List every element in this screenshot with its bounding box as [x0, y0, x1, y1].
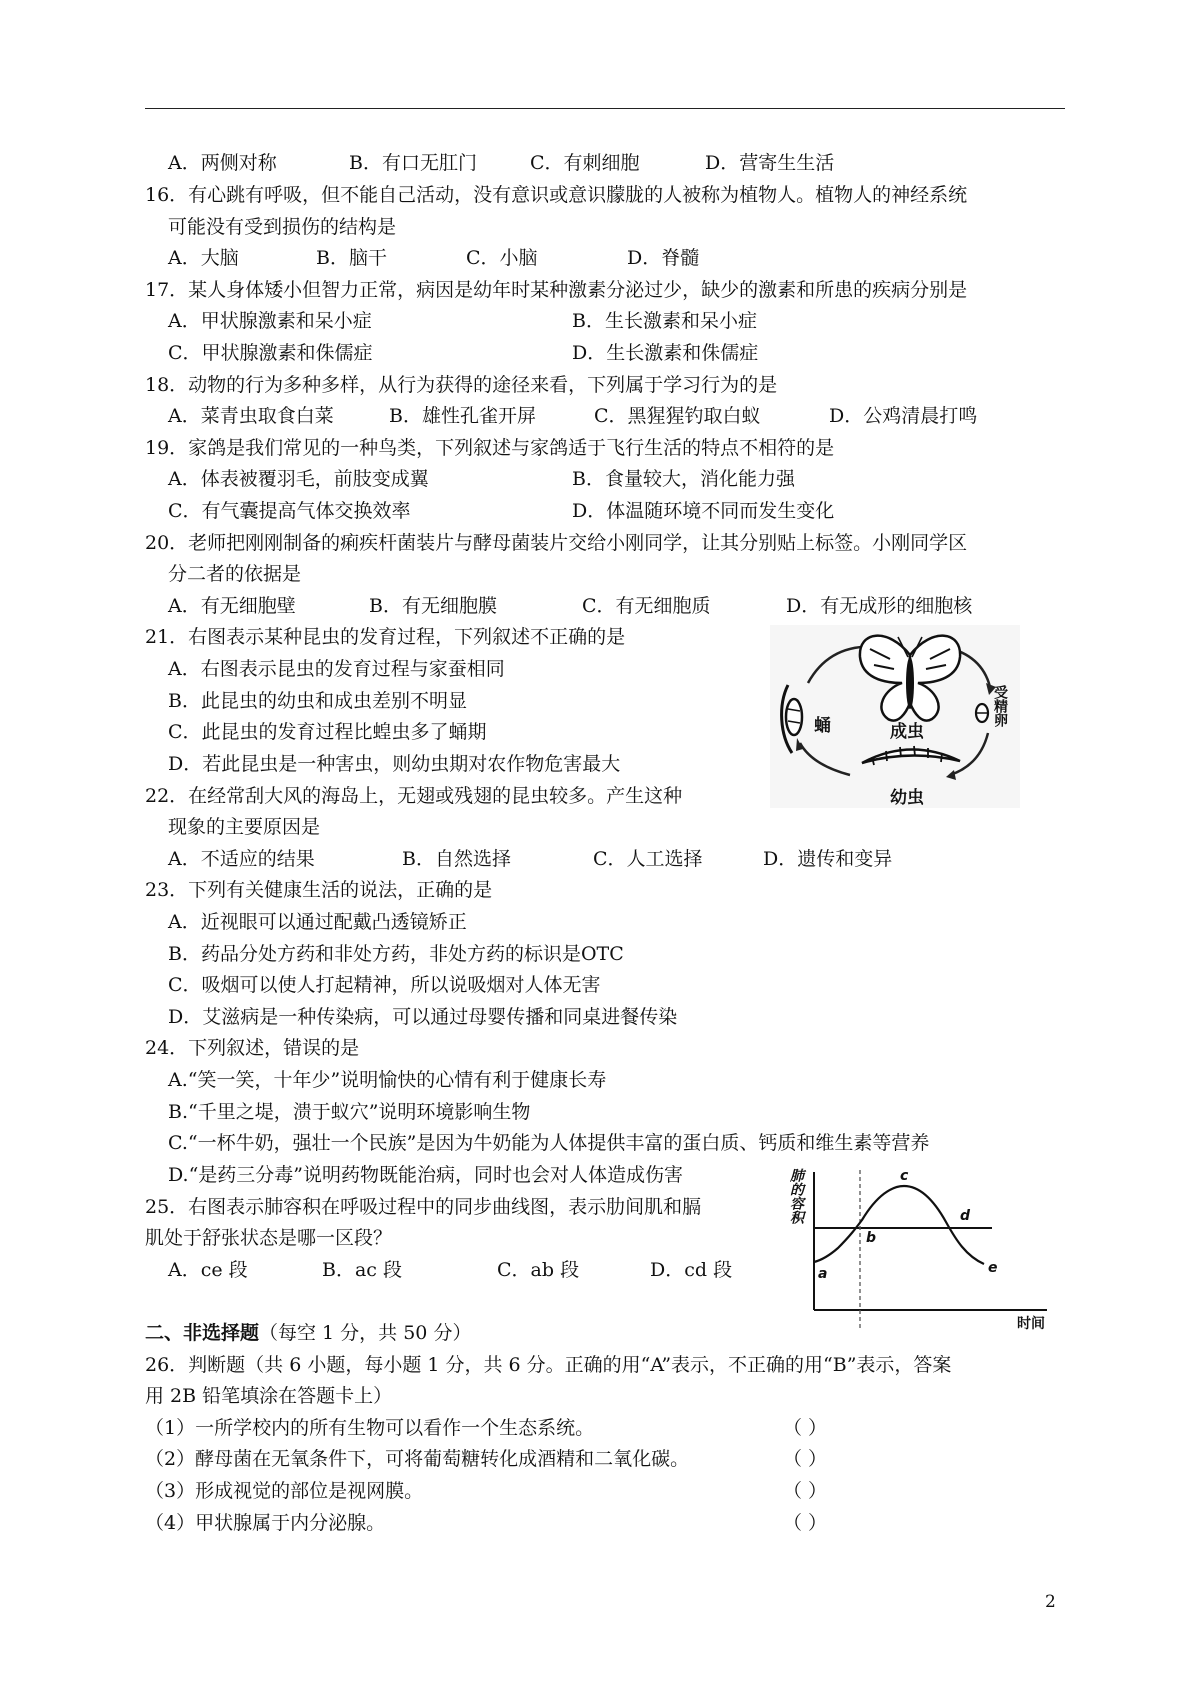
q18-option-c: C．黑猩猩钓取白蚁	[594, 405, 761, 427]
q26-item-4-answer[interactable]: （ ）	[783, 1512, 828, 1534]
q26-item-1: （1）一所学校内的所有生物可以看作一个生态系统。	[145, 1417, 595, 1439]
q15-option-c: C．有刺细胞	[530, 152, 640, 174]
section2-title: 二、非选择题	[145, 1322, 260, 1344]
lung-volume-curve	[814, 1186, 984, 1264]
q15-option-d: D．营寄生生活	[705, 152, 835, 174]
egg-icon	[976, 704, 988, 722]
q18-stem: 18．动物的行为多种多样，从行为获得的途径来看，下列属于学习行为的是	[145, 374, 778, 396]
q23-option-b: B．药品分处方药和非处方药，非处方药的标识是OTC	[168, 943, 624, 965]
adult-label: 成虫	[890, 722, 924, 742]
q21-option-c: C．此昆虫的发育过程比蝗虫多了蛹期	[168, 721, 487, 743]
q19-option-a: A．体表被覆羽毛，前肢变成翼	[168, 468, 429, 490]
q26-item-2-answer[interactable]: （ ）	[783, 1448, 828, 1470]
q20-option-d: D．有无成形的细胞核	[786, 595, 973, 617]
q18-option-d: D．公鸡清晨打鸣	[829, 405, 978, 427]
pupa-label: 蛹	[814, 716, 831, 736]
q26-stem-line1: 26．判断题（共 6 小题，每小题 1 分，共 6 分。正确的用“A”表示，不正确的用“B”表示，答案	[145, 1354, 952, 1376]
lung-volume-figure	[782, 1160, 1064, 1330]
q16-option-a: A．大脑	[168, 247, 239, 269]
q20-stem-line2: 分二者的依据是	[168, 563, 302, 585]
q26-stem-line2: 用 2B 铅笔填涂在答题卡上）	[145, 1385, 393, 1407]
q20-option-c: C．有无细胞质	[582, 595, 711, 617]
y-axis-label: 肺的容积	[788, 1168, 804, 1224]
q17-stem: 17．某人身体矮小但智力正常，病因是幼年时某种激素分泌过少，缺少的激素和所患的疾病分别是	[145, 279, 968, 301]
q22-option-d: D．遗传和变异	[763, 848, 893, 870]
q21-stem: 21．右图表示某种昆虫的发育过程，下列叙述不正确的是	[145, 626, 626, 648]
q17-option-d: D．生长激素和侏儒症	[572, 342, 759, 364]
q19-option-c: C．有气囊提高气体交换效率	[168, 500, 411, 522]
q20-stem-line1: 20．老师把刚刚制备的痢疾杆菌装片与酵母菌装片交给小刚同学，让其分别贴上标签。小刚同学区	[145, 532, 968, 554]
q24-option-c: C.“一杯牛奶，强壮一个民族”是因为牛奶能为人体提供丰富的蛋白质、钙质和维生素等营养	[168, 1132, 930, 1154]
q24-option-d: D.“是药三分毒”说明药物既能治病，同时也会对人体造成伤害	[168, 1164, 684, 1186]
q25-option-b: B．ac 段	[322, 1259, 402, 1281]
header-rule	[145, 108, 1065, 109]
point-d-label: d	[960, 1208, 971, 1224]
insect-life-cycle-figure	[770, 625, 1020, 808]
q15-option-b: B．有口无肛门	[349, 152, 477, 174]
point-b-label: b	[866, 1230, 877, 1246]
q24-option-a: A.“笑一笑，十年少”说明愉快的心情有利于健康长寿	[168, 1069, 607, 1091]
point-a-label: a	[818, 1266, 828, 1282]
egg-label: 受精卵	[992, 685, 1008, 727]
q24-stem: 24．下列叙述，错误的是	[145, 1037, 360, 1059]
q25-stem-line1: 25．右图表示肺容积在呼吸过程中的同步曲线图，表示肋间肌和膈	[145, 1196, 702, 1218]
q16-stem-line2: 可能没有受到损伤的结构是	[168, 216, 397, 238]
q16-option-b: B．脑干	[316, 247, 387, 269]
q20-option-b: B．有无细胞膜	[369, 595, 497, 617]
q17-option-c: C．甲状腺激素和侏儒症	[168, 342, 373, 364]
q22-stem-line2: 现象的主要原因是	[168, 816, 321, 838]
q22-stem-line1: 22．在经常刮大风的海岛上，无翅或残翅的昆虫较多。产生这种	[145, 785, 683, 807]
q19-option-b: B．食量较大，消化能力强	[572, 468, 795, 490]
q26-item-4: （4）甲状腺属于内分泌腺。	[145, 1512, 386, 1534]
q18-option-b: B．雄性孔雀开屏	[389, 405, 536, 427]
q21-option-a: A．右图表示昆虫的发育过程与家蚕相同	[168, 658, 505, 680]
q23-option-a: A．近视眼可以通过配戴凸透镜矫正	[168, 911, 467, 933]
q23-option-c: C．吸烟可以使人打起精神，所以说吸烟对人体无害	[168, 974, 601, 996]
q22-option-a: A．不适应的结果	[168, 848, 315, 870]
q16-option-d: D．脊髓	[627, 247, 700, 269]
q25-stem-line2: 肌处于舒张状态是哪一区段？	[145, 1227, 393, 1249]
q26-item-3: （3）形成视觉的部位是视网膜。	[145, 1480, 424, 1502]
q24-option-b: B.“千里之堤，溃于蚁穴”说明环境影响生物	[168, 1101, 531, 1123]
q26-item-2: （2）酵母菌在无氧条件下，可将葡萄糖转化成酒精和二氧化碳。	[145, 1448, 690, 1470]
section2-note: （每空 1 分，共 50 分）	[259, 1322, 472, 1344]
point-c-label: c	[900, 1168, 909, 1184]
x-axis-label: 时间	[1017, 1316, 1045, 1330]
page-number: 2	[1045, 1592, 1056, 1612]
q22-option-b: B．自然选择	[402, 848, 511, 870]
q25-option-a: A．ce 段	[168, 1259, 248, 1281]
q20-option-a: A．有无细胞壁	[168, 595, 296, 617]
q23-stem: 23．下列有关健康生活的说法，正确的是	[145, 879, 493, 901]
q16-stem-line1: 16．有心跳有呼吸，但不能自己活动，没有意识或意识朦胧的人被称为植物人。植物人的神经系统	[145, 184, 968, 206]
q19-option-d: D．体温随环境不同而发生变化	[572, 500, 835, 522]
q22-option-c: C．人工选择	[593, 848, 703, 870]
q26-item-3-answer[interactable]: （ ）	[783, 1480, 828, 1502]
q21-option-d: D．若此昆虫是一种害虫，则幼虫期对农作物危害最大	[168, 753, 621, 775]
q17-option-b: B．生长激素和呆小症	[572, 310, 757, 332]
q18-option-a: A．菜青虫取食白菜	[168, 405, 334, 427]
point-e-label: e	[988, 1260, 998, 1276]
section2-heading	[145, 1321, 471, 1345]
q25-option-d: D．cd 段	[650, 1259, 733, 1281]
q23-option-d: D．艾滋病是一种传染病，可以通过母婴传播和同桌进餐传染	[168, 1006, 678, 1028]
q26-item-1-answer[interactable]: （ ）	[783, 1417, 828, 1439]
q25-option-c: C．ab 段	[497, 1259, 580, 1281]
q17-option-a: A．甲状腺激素和呆小症	[168, 310, 372, 332]
q16-option-c: C．小脑	[466, 247, 538, 269]
q15-option-a: A．两侧对称	[168, 152, 277, 174]
larva-label: 幼虫	[890, 788, 924, 808]
q19-stem: 19．家鸽是我们常见的一种鸟类，下列叙述与家鸽适于飞行生活的特点不相符的是	[145, 437, 835, 459]
q21-option-b: B．此昆虫的幼虫和成虫差别不明显	[168, 690, 467, 712]
